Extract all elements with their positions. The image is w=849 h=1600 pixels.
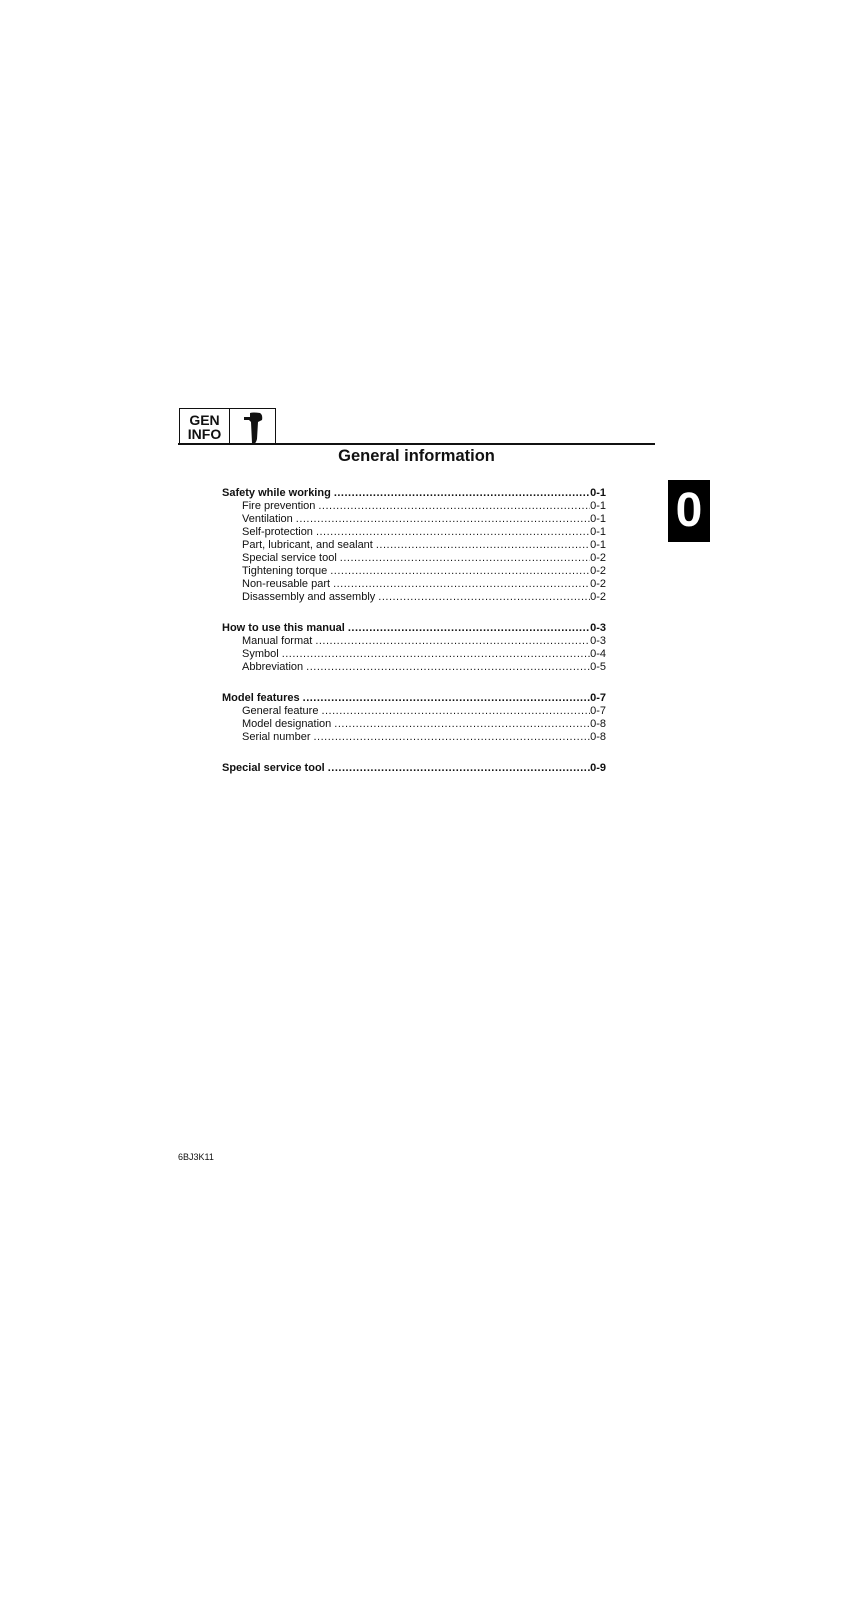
toc-entry-label: Disassembly and assembly [242, 591, 376, 603]
toc-section-entry[interactable] [222, 692, 606, 705]
toc-subentry[interactable] [222, 661, 606, 674]
toc-entry-label: Serial number [242, 731, 311, 743]
toc-leader-dots [340, 552, 590, 565]
toc-entry-page: 0-1 [590, 487, 606, 499]
toc-entry-label: Part, lubricant, and sealant [242, 539, 373, 551]
toc-entry-label: Abbreviation [242, 661, 304, 673]
toc-entry-page: 0-2 [590, 552, 606, 564]
toc-entry-page: 0-4 [590, 648, 606, 660]
toc-entry-label: Model features [222, 692, 300, 704]
table-of-contents [222, 487, 606, 775]
section-label-line1: GEN [189, 412, 220, 428]
toc-entry-label: Symbol [242, 648, 279, 660]
toc-spacer [222, 744, 606, 762]
footer-code: 6BJ3K11 [178, 1152, 214, 1162]
toc-subentry[interactable] [222, 705, 606, 718]
toc-entry-page: 0-1 [590, 500, 606, 512]
toc-entry-page: 0-2 [590, 578, 606, 590]
toc-entry-label: Non-reusable part [242, 578, 331, 590]
toc-leader-dots [318, 500, 590, 513]
toc-subentry[interactable] [222, 513, 606, 526]
toc-leader-dots [306, 661, 590, 674]
toc-entry-page: 0-3 [590, 635, 606, 647]
toc-leader-dots [321, 705, 590, 718]
toc-leader-dots [296, 513, 590, 526]
toc-entry-page: 0-8 [590, 718, 606, 730]
toc-entry-page: 0-7 [590, 705, 606, 717]
section-header-box [179, 408, 276, 443]
toc-entry-page: 0-8 [590, 731, 606, 743]
toc-entry-label: How to use this manual [222, 622, 345, 634]
toc-entry-label: Special service tool [222, 762, 325, 774]
toc-leader-dots [378, 591, 590, 604]
toc-entry-page: 0-1 [590, 513, 606, 525]
toc-entry-label: Tightening torque [242, 565, 328, 577]
outboard-motor-icon [230, 409, 277, 444]
toc-leader-dots [333, 578, 590, 591]
toc-leader-dots [334, 718, 590, 731]
toc-entry-page: 0-2 [590, 565, 606, 577]
toc-leader-dots [330, 565, 590, 578]
toc-subentry[interactable] [222, 500, 606, 513]
toc-subentry[interactable] [222, 552, 606, 565]
toc-entry-label: Fire prevention [242, 500, 316, 512]
toc-entry-label: Ventilation [242, 513, 293, 525]
header-rule [178, 443, 655, 445]
toc-leader-dots [334, 487, 590, 500]
toc-leader-dots [328, 762, 590, 775]
toc-subentry[interactable] [222, 648, 606, 661]
toc-section-entry[interactable] [222, 762, 606, 775]
toc-entry-label: Manual format [242, 635, 313, 647]
toc-leader-dots [282, 648, 590, 661]
toc-subentry[interactable] [222, 539, 606, 552]
toc-spacer [222, 674, 606, 692]
toc-subentry[interactable] [222, 635, 606, 648]
toc-entry-label: Special service tool [242, 552, 337, 564]
toc-entry-page: 0-5 [590, 661, 606, 673]
toc-leader-dots [316, 526, 590, 539]
page-title: General information [338, 447, 495, 465]
toc-entry-page: 0-3 [590, 622, 606, 634]
toc-entry-label: General feature [242, 705, 319, 717]
toc-subentry[interactable] [222, 591, 606, 604]
toc-entry-page: 0-1 [590, 526, 606, 538]
toc-subentry[interactable] [222, 718, 606, 731]
toc-subentry[interactable] [222, 526, 606, 539]
toc-entry-label: Model designation [242, 718, 332, 730]
toc-leader-dots [313, 731, 590, 744]
toc-leader-dots [376, 539, 590, 552]
toc-section-entry[interactable] [222, 487, 606, 500]
section-label [180, 409, 230, 444]
toc-subentry[interactable] [222, 731, 606, 744]
toc-section-entry[interactable] [222, 622, 606, 635]
toc-entry-page: 0-2 [590, 591, 606, 603]
toc-leader-dots [303, 692, 590, 705]
toc-subentry[interactable] [222, 565, 606, 578]
toc-leader-dots [315, 635, 590, 648]
toc-spacer [222, 604, 606, 622]
toc-subentry[interactable] [222, 578, 606, 591]
chapter-tab: 0 [668, 480, 710, 542]
toc-entry-page: 0-7 [590, 692, 606, 704]
toc-entry-page: 0-9 [590, 762, 606, 774]
toc-entry-label: Self-protection [242, 526, 313, 538]
toc-entry-page: 0-1 [590, 539, 606, 551]
section-label-line2: INFO [187, 426, 222, 442]
toc-leader-dots [348, 622, 590, 635]
toc-entry-label: Safety while working [222, 487, 331, 499]
